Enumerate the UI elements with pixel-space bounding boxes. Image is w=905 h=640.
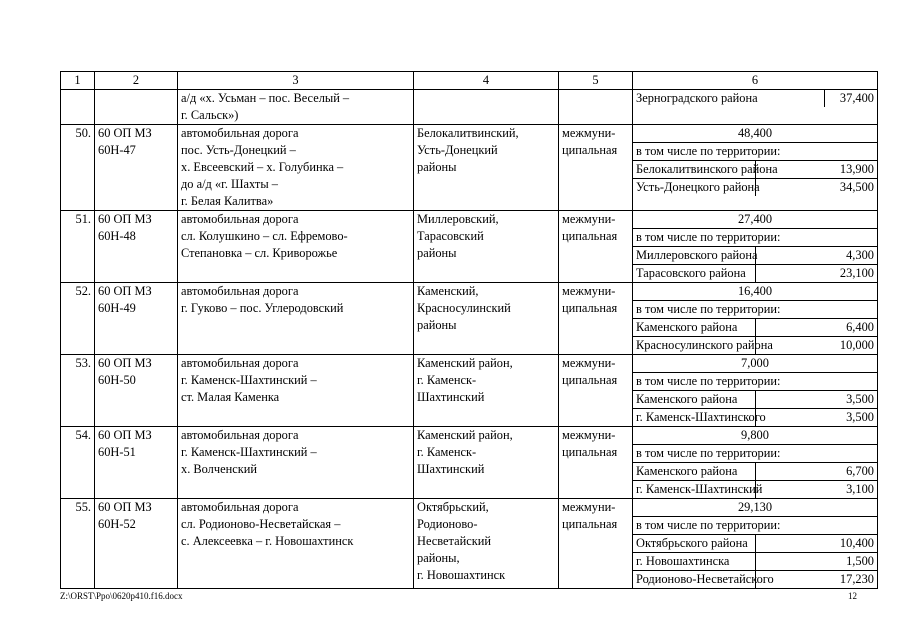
length-breakdown: [633, 283, 877, 354]
road-line: а/д «х. Усьман – пос. Веселый –: [181, 91, 350, 105]
district-cell: [414, 283, 559, 355]
table-row: [61, 355, 878, 427]
road-line: г. Каменск-Шахтинский –: [181, 373, 317, 387]
district-line: Усть-Донецкий: [417, 143, 498, 157]
length-breakdown: [633, 427, 877, 498]
code-cell: [95, 90, 178, 125]
total-length: 16,400: [633, 283, 877, 301]
territory-note: в том числе по территории:: [633, 143, 877, 161]
code-cell: [95, 427, 178, 499]
road-cell: [178, 355, 414, 427]
length-cell: [633, 211, 878, 283]
road-code-line: 60 ОП МЗ: [98, 212, 152, 226]
road-code-line: 60Н-52: [98, 517, 136, 531]
road-code-line: 60Н-47: [98, 143, 136, 157]
territory-note: в том числе по территории:: [633, 445, 877, 463]
page-number: 12: [848, 591, 857, 601]
col-header: 5: [559, 72, 633, 90]
type-cell: [559, 211, 633, 283]
table-row: [61, 125, 878, 211]
road-line: автомобильная дорога: [181, 284, 299, 298]
territory-name: Октябрьского района: [633, 535, 755, 553]
territory-value: 4,300: [755, 247, 877, 265]
road-line: автомобильная дорога: [181, 500, 299, 514]
total-length: 29,130: [633, 499, 877, 517]
district-cell: [414, 499, 559, 589]
total-length: 27,400: [633, 211, 877, 229]
type-line: межмуни-: [562, 428, 616, 442]
continuation-row: [61, 90, 878, 125]
number-cell: [61, 90, 95, 125]
territory-name: г. Новошахтинска: [633, 553, 755, 571]
road-cell: [178, 125, 414, 211]
territory-note: в том числе по территории:: [633, 301, 877, 319]
road-cell: [178, 90, 414, 125]
territory-name: г. Каменск-Шахтинского: [633, 409, 755, 427]
number-cell: 51.: [61, 211, 95, 283]
territory-name: Миллеровского района: [633, 247, 755, 265]
territory-value: 13,900: [755, 161, 877, 179]
code-cell: [95, 355, 178, 427]
road-line: автомобильная дорога: [181, 212, 299, 226]
road-cell: [178, 499, 414, 589]
road-line: г. Белая Калитва»: [181, 194, 274, 208]
territory-name: Родионово-Несветайского: [633, 571, 755, 589]
road-line: сл. Родионово-Несветайская –: [181, 517, 341, 531]
road-line: до а/д «г. Шахты –: [181, 177, 278, 191]
road-code-line: 60 ОП МЗ: [98, 284, 152, 298]
territory-value: 10,400: [755, 535, 877, 553]
road-line: Степановка – сл. Криворожье: [181, 246, 338, 260]
length-breakdown: [633, 499, 877, 588]
number-cell: 54.: [61, 427, 95, 499]
road-code-line: 60Н-50: [98, 373, 136, 387]
col-header: 1: [61, 72, 95, 90]
district-line: Шахтинский: [417, 390, 485, 404]
territory-name: Зерноградского района: [633, 90, 825, 107]
territory-value: 17,230: [839, 572, 874, 586]
length-cell: [633, 90, 878, 125]
length-cell: [633, 355, 878, 427]
road-line: сл. Колушкино – сл. Ефремово-: [181, 229, 348, 243]
code-cell: [95, 499, 178, 589]
type-line: межмуни-: [562, 500, 616, 514]
table-row: [61, 283, 878, 355]
district-cell: [414, 125, 559, 211]
road-code-line: 60 ОП МЗ: [98, 428, 152, 442]
territory-name: Усть-Донецкого района: [633, 179, 755, 197]
total-length: 7,000: [633, 355, 877, 373]
road-line: автомобильная дорога: [181, 428, 299, 442]
district-line: Октябрьский,: [417, 500, 489, 514]
district-line: Шахтинский: [417, 462, 485, 476]
type-line: межмуни-: [562, 126, 616, 140]
territory-note: в том числе по территории:: [633, 517, 877, 535]
road-line: автомобильная дорога: [181, 126, 299, 140]
territory-name: Красносулинского района: [633, 337, 755, 355]
district-cell: [414, 355, 559, 427]
district-line: Красносулинский: [417, 301, 511, 315]
road-line: г. Сальск»): [181, 108, 239, 122]
territory-name: Тарасовского района: [633, 265, 755, 283]
district-line: Тарасовский: [417, 229, 484, 243]
territory-value: 37,400: [839, 91, 874, 105]
length-cell: [633, 283, 878, 355]
road-line: г. Каменск-Шахтинский –: [181, 445, 317, 459]
district-line: Родионово-: [417, 517, 478, 531]
road-code-line: 60Н-48: [98, 229, 136, 243]
territory-value: 23,100: [839, 266, 874, 280]
length-breakdown: [633, 90, 877, 107]
number-cell: 50.: [61, 125, 95, 211]
territory-value: 3,500: [755, 391, 877, 409]
district-line: Каменский,: [417, 284, 479, 298]
district-line: г. Каменск-: [417, 445, 477, 459]
code-cell: [95, 283, 178, 355]
territory-name: г. Каменск-Шахтинский: [633, 481, 755, 499]
road-code-line: 60 ОП МЗ: [98, 356, 152, 370]
length-cell: [633, 125, 878, 211]
code-cell: [95, 125, 178, 211]
table-row: [61, 427, 878, 499]
district-line: Белокалитвинский,: [417, 126, 519, 140]
type-line: межмуни-: [562, 212, 616, 226]
territory-value: 3,100: [846, 482, 874, 496]
col-header: 4: [414, 72, 559, 90]
territory-name: Каменского района: [633, 391, 755, 409]
road-code-line: 60 ОП МЗ: [98, 126, 152, 140]
territory-note: в том числе по территории:: [633, 373, 877, 391]
table-row: [61, 211, 878, 283]
length-cell: [633, 499, 878, 589]
length-cell: [633, 427, 878, 499]
road-line: х. Евсеевский – х. Голубинка –: [181, 160, 344, 174]
road-cell: [178, 211, 414, 283]
road-line: автомобильная дорога: [181, 356, 299, 370]
type-cell: [559, 427, 633, 499]
road-line: х. Волченский: [181, 462, 258, 476]
road-cell: [178, 283, 414, 355]
roads-table: [60, 71, 878, 589]
col-header: 2: [95, 72, 178, 90]
district-line: Несветайский: [417, 534, 492, 548]
district-line: районы: [417, 318, 457, 332]
territory-value: 34,500: [839, 180, 874, 194]
district-line: г. Каменск-: [417, 373, 477, 387]
district-line: районы,: [417, 551, 460, 565]
type-line: ципальная: [562, 445, 618, 459]
territory-value: 6,700: [755, 463, 877, 481]
col-header: 6: [633, 72, 878, 90]
road-code-line: 60Н-51: [98, 445, 136, 459]
type-line: ципальная: [562, 373, 618, 387]
district-cell: [414, 427, 559, 499]
type-cell: [559, 125, 633, 211]
number-cell: 52.: [61, 283, 95, 355]
road-code-line: 60 ОП МЗ: [98, 500, 152, 514]
type-line: межмуни-: [562, 284, 616, 298]
district-line: Каменский район,: [417, 428, 513, 442]
territory-value: 10,000: [839, 338, 874, 352]
length-breakdown: [633, 355, 877, 426]
type-line: ципальная: [562, 517, 618, 531]
road-code-line: 60Н-49: [98, 301, 136, 315]
type-line: ципальная: [562, 229, 618, 243]
total-length: 48,400: [633, 125, 877, 143]
length-breakdown: [633, 211, 877, 282]
type-cell: [559, 90, 633, 125]
number-cell: 55.: [61, 499, 95, 589]
type-line: межмуни-: [562, 356, 616, 370]
territory-value: 6,400: [755, 319, 877, 337]
road-cell: [178, 427, 414, 499]
code-cell: [95, 211, 178, 283]
territory-name: Каменского района: [633, 319, 755, 337]
district-line: районы: [417, 246, 457, 260]
type-line: ципальная: [562, 143, 618, 157]
road-line: пос. Усть-Донецкий –: [181, 143, 296, 157]
length-breakdown: [633, 125, 877, 196]
district-line: г. Новошахтинск: [417, 568, 506, 582]
total-length: 9,800: [633, 427, 877, 445]
number-cell: 53.: [61, 355, 95, 427]
col-header: 3: [178, 72, 414, 90]
territory-note: в том числе по территории:: [633, 229, 877, 247]
type-cell: [559, 499, 633, 589]
territory-name: Каменского района: [633, 463, 755, 481]
road-line: ст. Малая Каменка: [181, 390, 280, 404]
road-line: г. Гуково – пос. Углеродовский: [181, 301, 344, 315]
territory-value: 3,500: [846, 410, 874, 424]
district-line: Миллеровский,: [417, 212, 499, 226]
type-cell: [559, 355, 633, 427]
footer-file-path: Z:\ORST\Ppo\0620p410.f16.docx: [60, 591, 183, 601]
district-line: районы: [417, 160, 457, 174]
territory-name: Белокалитвинского района: [633, 161, 755, 179]
header-row: [61, 72, 878, 90]
district-cell: [414, 211, 559, 283]
district-cell: [414, 90, 559, 125]
road-line: с. Алексеевка – г. Новошахтинск: [181, 534, 354, 548]
type-line: ципальная: [562, 301, 618, 315]
table-row: [61, 499, 878, 589]
district-line: Каменский район,: [417, 356, 513, 370]
type-cell: [559, 283, 633, 355]
territory-value: 1,500: [755, 553, 877, 571]
